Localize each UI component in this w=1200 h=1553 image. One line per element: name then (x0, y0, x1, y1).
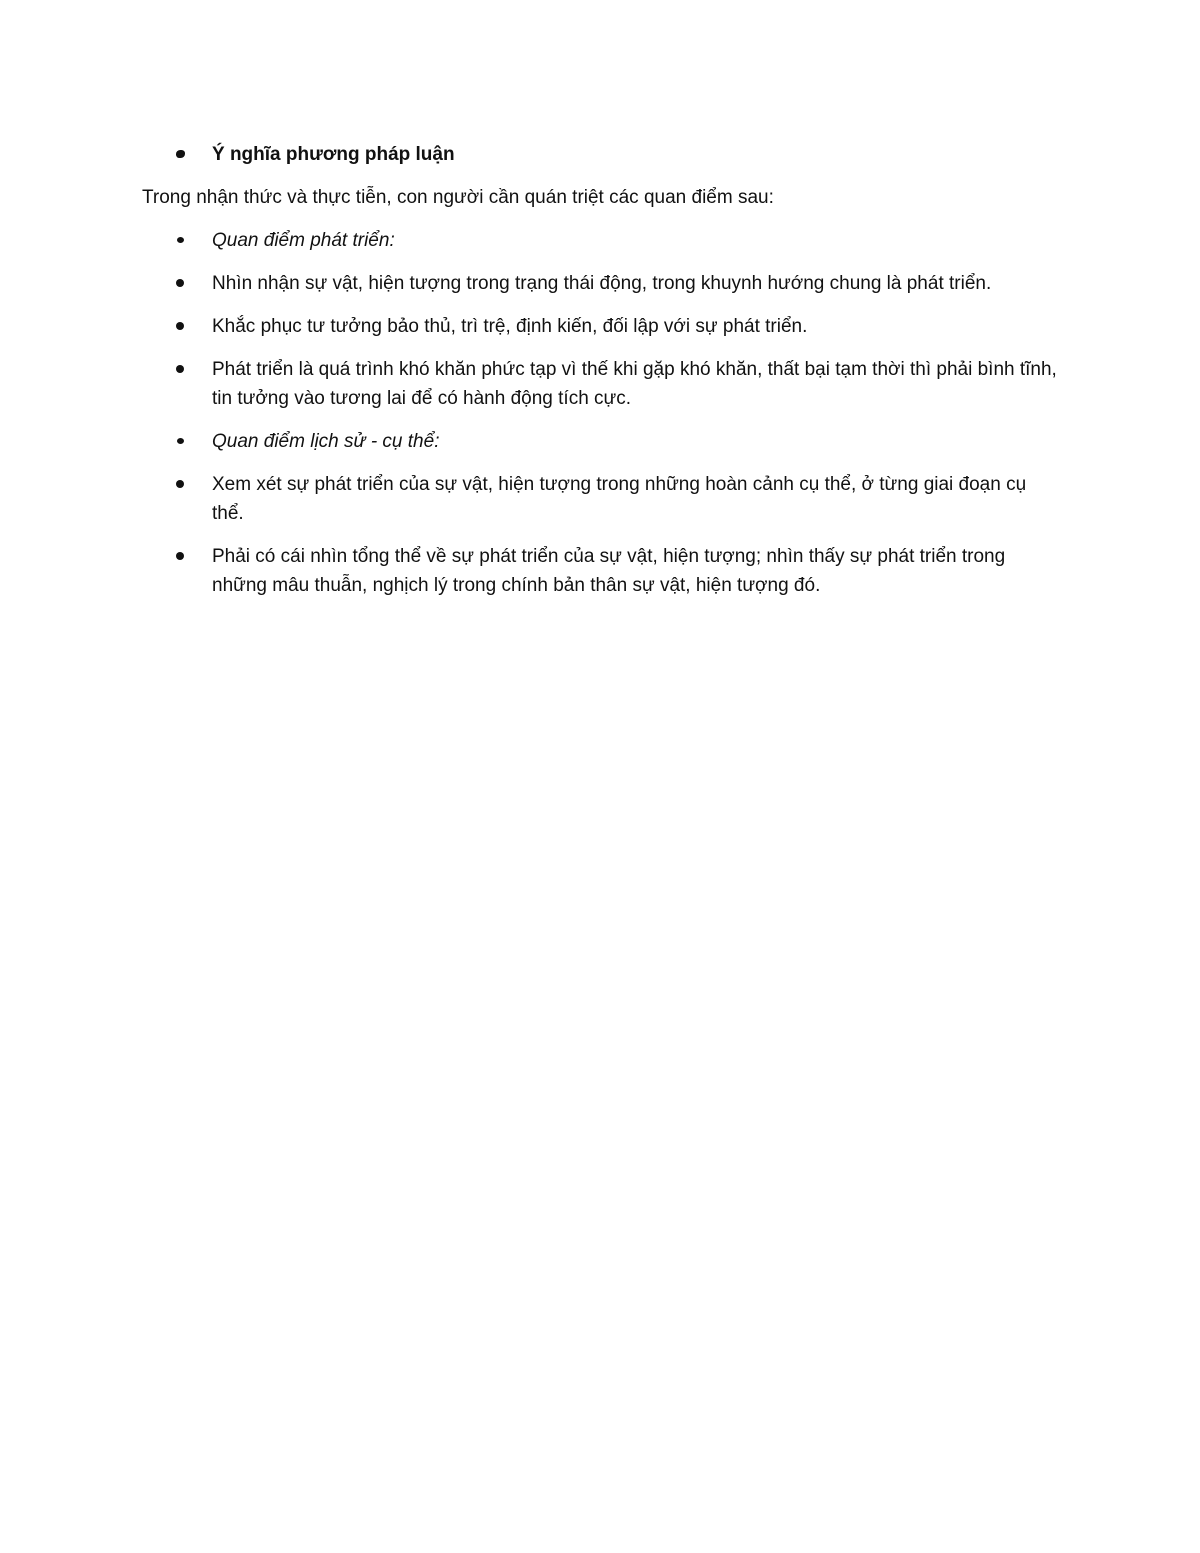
list-item-text: Khắc phục tư tưởng bảo thủ, trì trệ, định kiến, đối lập với sự phát triển. (212, 316, 808, 337)
subheading-development: Quan điểm phát triển: (212, 230, 395, 251)
list-item (142, 312, 1062, 341)
bullet-icon (176, 279, 184, 287)
subheading-historical: Quan điểm lịch sử - cụ thể: (212, 431, 440, 452)
intro-paragraph: Trong nhận thức và thực tiễn, con người cần quán triệt các quan điểm sau: (142, 187, 774, 208)
heading-bullet (142, 140, 1062, 169)
list-item-text: Nhìn nhận sự vật, hiện tượng trong trạng thái động, trong khuynh hướng chung là phát triển. (212, 273, 992, 294)
bullet-icon (176, 365, 184, 373)
list-item (142, 269, 1062, 298)
list-item-text: Phải có cái nhìn tổng thể về sự phát triển của sự vật, hiện tượng; nhìn thấy sự phát triển trong những mâu thuẫn, nghịch lý trong chính bản thân sự vật, hiện tượng đó. (212, 546, 1006, 596)
list-item (142, 427, 1062, 456)
list-item (142, 542, 1062, 600)
list-item-text: Xem xét sự phát triển của sự vật, hiện tượng trong những hoàn cảnh cụ thể, ở từng giai đoạn cụ thể. (212, 474, 1027, 524)
list-item-text: Phát triển là quá trình khó khăn phức tạp vì thế khi gặp khó khăn, thất bại tạm thời thì phải bình tĩnh, tin tưởng vào tương lai để có hành động tích cực. (212, 359, 1057, 409)
section-heading: Ý nghĩa phương pháp luận (212, 144, 455, 165)
list-item (142, 226, 1062, 255)
document-content (142, 140, 1062, 614)
bullet-icon (177, 438, 184, 444)
bullet-icon (176, 552, 184, 560)
bullet-icon (176, 150, 185, 158)
bullet-icon (176, 322, 184, 330)
bullet-icon (177, 237, 184, 243)
list-item (142, 470, 1062, 528)
list-item (142, 355, 1062, 413)
bullet-icon (176, 480, 184, 488)
